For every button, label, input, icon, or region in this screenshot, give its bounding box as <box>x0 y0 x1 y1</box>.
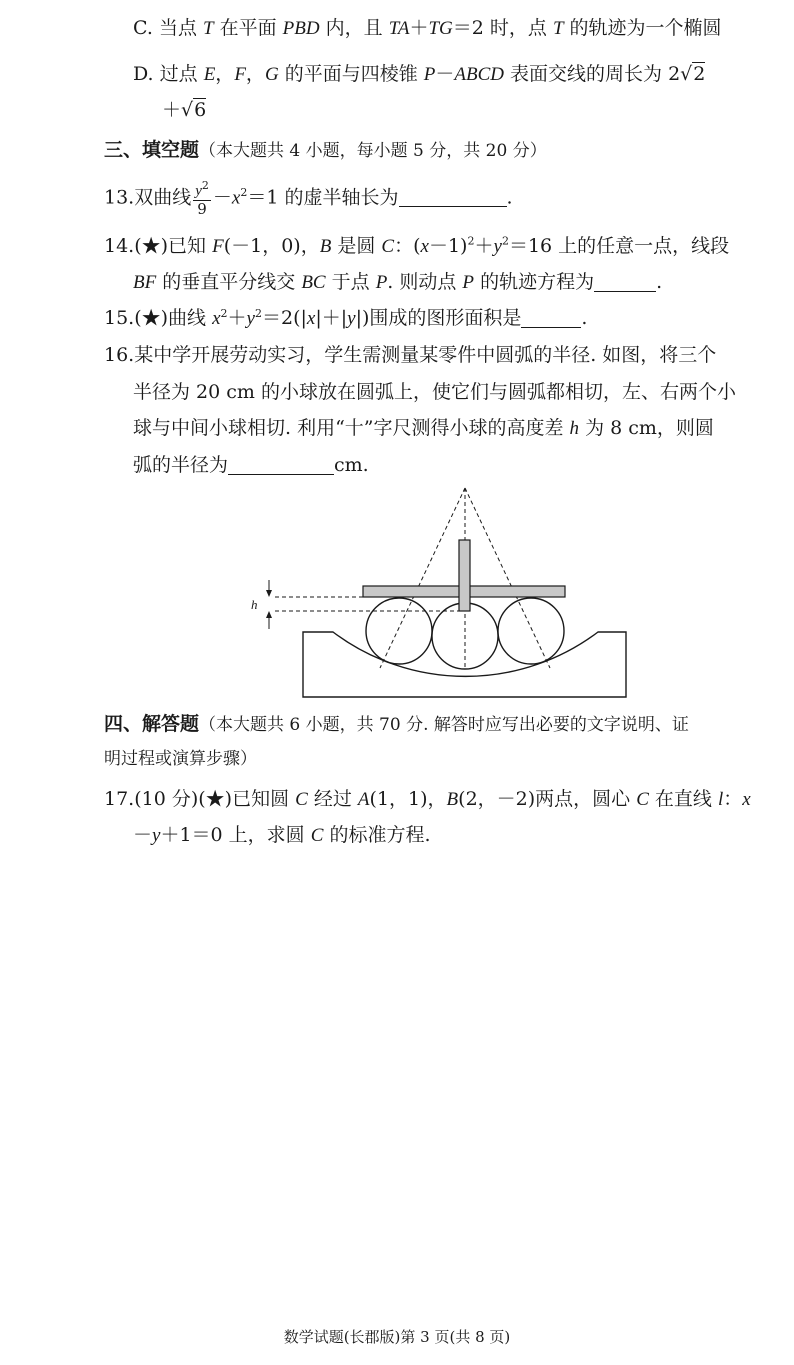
page-footer: 数学试题(长郡版)第 3 页(共 8 页) <box>283 1328 511 1346</box>
section-4-heading: 四、解答题（本大题共 6 小题，共 70 分. 解答时应写出必要的文字说明、证 <box>104 713 689 735</box>
sqrt-6: √6 <box>181 99 207 121</box>
question-15: 15.(★)曲线 $x^2+y^2=2(|x|+|y|)$围成的图形面积是 . <box>104 306 588 330</box>
question-13: 13.双曲线 $\frac{y^2}{9}$ $-x^2=1$ 的虚半轴长为 . <box>104 179 513 218</box>
left-ball <box>366 598 432 664</box>
dashed-line-right <box>465 488 550 668</box>
answer-blank-14[interactable] <box>594 270 656 292</box>
sqrt-2: √2 <box>680 63 706 85</box>
h-arrowhead-top <box>266 590 272 597</box>
option-c: C. 当点 T 在平面 PBD 内，且 TA＋TG＝2 时，点 T 的轨迹为一个椭圆 <box>133 17 722 39</box>
question-17: 17.(10 分)(★)已知圆 C 经过 A(1，1)，B(2，－2)两点，圆心 C 在直线 l：x <box>104 788 751 810</box>
answer-blank-16[interactable] <box>228 453 334 475</box>
question-17-line2: －y＋1＝0 上，求圆 C 的标准方程. <box>133 824 431 846</box>
question-16-line4: 弧的半径为 cm. <box>133 454 369 477</box>
question-16-line2: 半径为 20 cm 的小球放在圆弧上，使它们与圆弧都相切，左、右两个小 <box>133 381 736 403</box>
dashed-line-left <box>380 488 465 668</box>
question-14: 14.(★)已知 F(－1，0)，B 是圆 C：$(x-1)^2+y^2=16$ 上的任意一点，线段 <box>104 234 730 257</box>
vertical-ruler <box>459 540 470 611</box>
right-ball <box>498 598 564 664</box>
h-arrowhead-bottom <box>266 611 272 618</box>
fraction: $\frac{y^2}{9}$ <box>195 179 209 218</box>
question-16: 16.某中学开展劳动实习，学生需测量某零件中圆弧的半径. 如图，将三个 <box>104 344 717 366</box>
answer-blank-13[interactable] <box>399 185 507 207</box>
answer-blank-15[interactable] <box>521 306 581 328</box>
measurement-figure <box>240 482 640 704</box>
section-4-note-line2: 明过程或演算步骤） <box>104 749 257 769</box>
question-16-line3: 球与中间小球相切. 利用“十”字尺测得小球的高度差 h 为 8 cm，则圆 <box>133 417 714 439</box>
question-14-line2: BF 的垂直平分线交 BC 于点 P. 则动点 P 的轨迹方程为 . <box>133 271 663 294</box>
option-d-line2: ＋√6 <box>162 99 207 121</box>
h-label: h <box>251 597 258 612</box>
option-d: D. 过点 E，F，G 的平面与四棱锥 P－ABCD 表面交线的周长为 2√2 <box>133 63 706 85</box>
section-3-heading: 三、填空题（本大题共 4 小题，每小题 5 分，共 20 分） <box>104 139 547 161</box>
